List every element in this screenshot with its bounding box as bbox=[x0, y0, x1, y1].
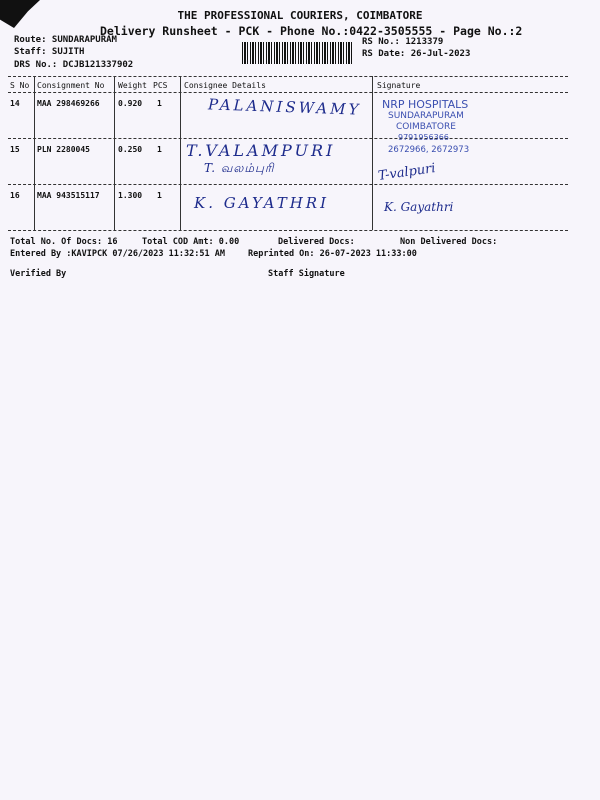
runsheet-subtitle: Delivery Runsheet - PCK - Phone No.:0422-3505555 - Page No.:2 bbox=[100, 24, 523, 38]
stamp-line: COIMBATORE bbox=[396, 122, 456, 132]
header-divider bbox=[8, 92, 568, 93]
row-consignment: PLN 2280045 bbox=[37, 145, 90, 154]
row-weight: 0.250 bbox=[118, 145, 143, 154]
non-delivered-docs: Non Delivered Docs: bbox=[400, 237, 498, 247]
row-consignment: MAA 943515117 bbox=[37, 191, 100, 200]
consignee-handwriting: K. GAYATHRI bbox=[194, 194, 330, 212]
total-docs: Total No. Of Docs: 16 bbox=[10, 237, 118, 247]
row-sno: 14 bbox=[10, 99, 20, 108]
row-consignment: MAA 298469266 bbox=[37, 99, 100, 108]
table-bottom-border bbox=[8, 230, 568, 231]
stamp-line: SUNDARAPURAM bbox=[388, 111, 464, 121]
drs-number: DRS No.: DCJB121337902 bbox=[14, 60, 134, 70]
staff: Staff: SUJITH bbox=[14, 47, 85, 57]
column-divider bbox=[114, 76, 115, 230]
staff-signature: Staff Signature bbox=[268, 269, 345, 279]
row-weight: 0.920 bbox=[118, 99, 143, 108]
signature-handwriting: T-valpuri bbox=[377, 161, 437, 184]
row-sno: 15 bbox=[10, 145, 20, 154]
entered-by: Entered By :KAVIPCK 07/26/2023 11:32:51 AM bbox=[10, 249, 225, 259]
stamp-line: 9791956366 bbox=[398, 133, 449, 142]
route: Route: SUNDARAPURAM bbox=[14, 35, 117, 45]
reprinted-on: Reprinted On: 26-07-2023 11:33:00 bbox=[248, 249, 417, 259]
row-pcs: 1 bbox=[157, 99, 162, 108]
rs-number: RS No.: 1213379 bbox=[362, 37, 444, 47]
col-header-signature: Signature bbox=[377, 81, 421, 90]
signature-handwriting: K. Gayathri bbox=[384, 200, 454, 214]
stamp-line: NRP HOSPITALS bbox=[382, 98, 469, 111]
consignee-handwriting: PALANISWAMY bbox=[207, 95, 362, 119]
rs-date: RS Date: 26-Jul-2023 bbox=[362, 49, 471, 59]
row-divider bbox=[8, 138, 568, 139]
table-top-border bbox=[8, 76, 568, 77]
row-pcs: 1 bbox=[157, 145, 162, 154]
col-header-pcs: PCS bbox=[153, 81, 168, 90]
row-pcs: 1 bbox=[157, 191, 162, 200]
col-header-consignee: Consignee Details bbox=[184, 81, 266, 90]
row-sno: 16 bbox=[10, 191, 20, 200]
company-title: THE PROFESSIONAL COURIERS, COIMBATORE bbox=[177, 9, 423, 22]
verified-by: Verified By bbox=[10, 269, 67, 279]
stamp-line: 2672966, 2672973 bbox=[388, 145, 470, 155]
column-divider bbox=[372, 76, 373, 230]
column-divider bbox=[180, 76, 181, 230]
col-header-weight: Weight bbox=[118, 81, 147, 90]
col-header-sno: S No bbox=[10, 81, 30, 90]
consignee-handwriting-tamil: T. வலம்புரி bbox=[204, 161, 275, 175]
delivered-docs: Delivered Docs: bbox=[278, 237, 355, 247]
barcode bbox=[242, 42, 352, 64]
consignee-handwriting: T.VALAMPURI bbox=[186, 141, 336, 160]
total-cod: Total COD Amt: 0.00 bbox=[142, 237, 240, 247]
row-weight: 1.300 bbox=[118, 191, 143, 200]
column-divider bbox=[34, 76, 35, 230]
col-header-consignment: Consignment No bbox=[37, 81, 105, 90]
row-divider bbox=[8, 184, 568, 185]
